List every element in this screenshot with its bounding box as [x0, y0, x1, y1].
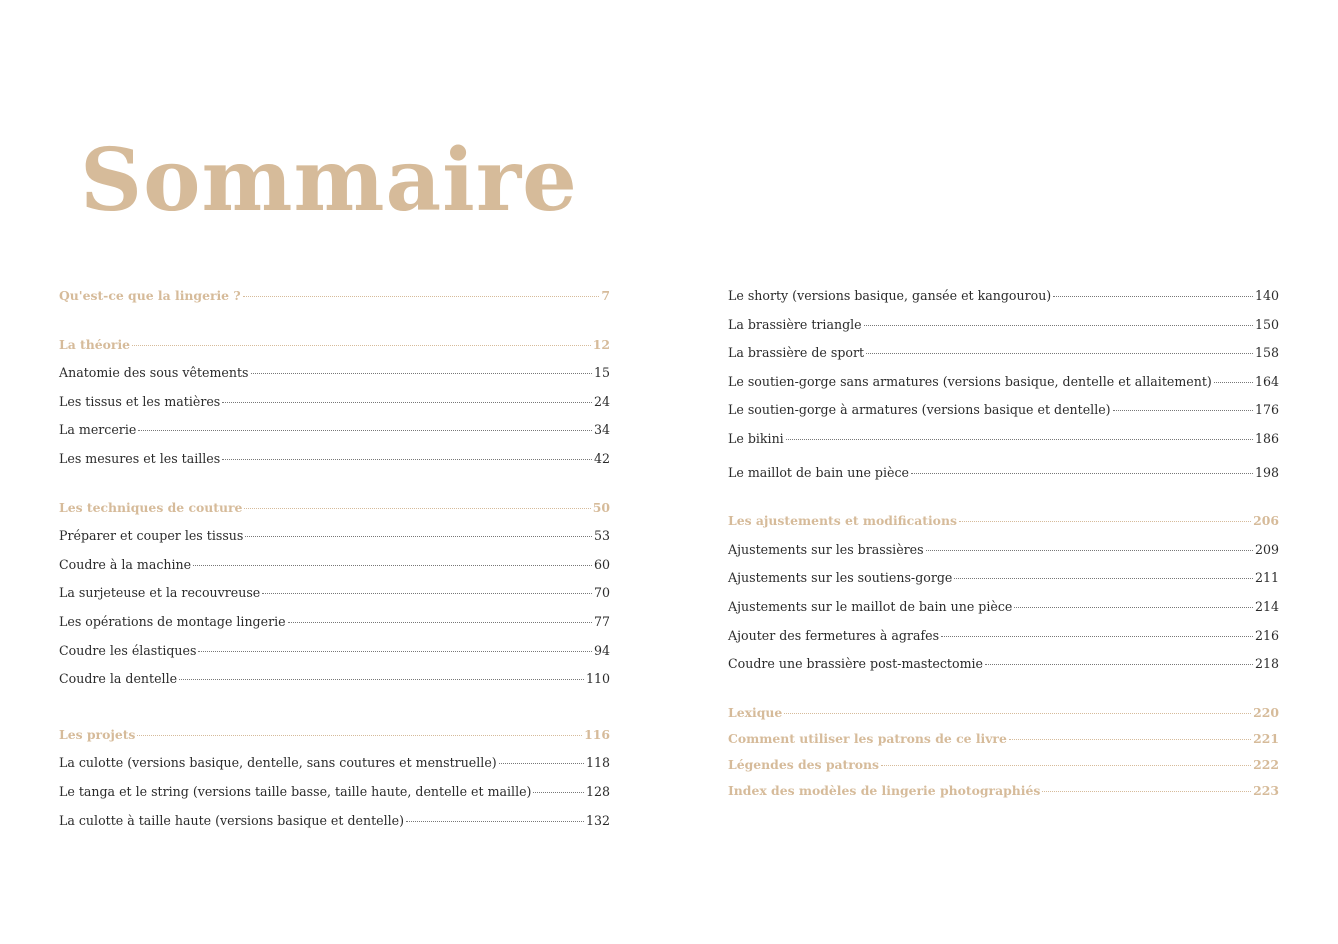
toc-entry[interactable] — [59, 784, 610, 813]
toc-entry-label: Qu'est-ce que la lingerie ? — [59, 288, 241, 303]
toc-entry[interactable] — [728, 542, 1279, 571]
dot-leader — [288, 622, 592, 623]
toc-entry[interactable] — [59, 288, 610, 317]
toc-entry-label: Lexique — [728, 704, 783, 720]
toc-entry-page: 164 — [1254, 373, 1279, 389]
toc-entry-page: 140 — [1254, 288, 1279, 303]
toc-entry-label: Les ajustements et modifications — [728, 513, 957, 529]
toc-entry-page: 116 — [584, 726, 610, 742]
toc-entry-label: Ajustements sur les soutiens-gorge — [728, 570, 953, 586]
toc-entry-label: La brassière triangle — [728, 316, 862, 332]
toc-entry-label: Les tissus et les matières — [59, 393, 221, 409]
toc-entry[interactable] — [59, 394, 610, 423]
toc-right-column — [728, 288, 1279, 809]
toc-entry[interactable] — [728, 731, 1279, 757]
dot-leader — [784, 713, 1251, 714]
toc-entry[interactable] — [728, 345, 1279, 374]
toc-entry-page: 110 — [585, 671, 610, 687]
toc-entry-page: 24 — [593, 393, 610, 409]
toc-entry-page: 42 — [593, 450, 610, 466]
toc-entry-label: La mercerie — [59, 422, 137, 438]
toc-entry-page: 7 — [601, 288, 610, 303]
toc-entry[interactable] — [728, 783, 1279, 809]
toc-entry[interactable] — [728, 317, 1279, 346]
toc-entry-page: 198 — [1254, 464, 1279, 480]
dot-leader — [251, 373, 592, 374]
toc-entry[interactable] — [59, 451, 610, 480]
toc-entry[interactable] — [728, 465, 1279, 494]
toc-entry-page: 118 — [585, 755, 610, 771]
toc-entry-label: Coudre les élastiques — [59, 642, 197, 658]
dot-leader — [499, 763, 584, 764]
dot-leader — [138, 430, 592, 431]
toc-entry[interactable] — [728, 513, 1279, 542]
toc-entry-label: Le soutien-gorge à armatures (versions basique et dentelle) — [728, 402, 1111, 418]
toc-entry-page: 12 — [592, 336, 610, 352]
toc-entry-page: 158 — [1254, 345, 1279, 361]
toc-entry[interactable] — [728, 402, 1279, 431]
toc-entry-page: 150 — [1254, 316, 1279, 332]
dot-leader — [406, 821, 584, 822]
toc-entry-page: 223 — [1253, 782, 1279, 798]
toc-entry-label: La culotte (versions basique, dentelle, sans coutures et menstruelle) — [59, 755, 497, 771]
toc-entry[interactable] — [59, 671, 610, 700]
dot-leader — [533, 792, 583, 793]
toc-entry-label: Les mesures et les tailles — [59, 450, 221, 466]
toc-entry-page: 132 — [585, 812, 610, 828]
toc-entry[interactable] — [728, 628, 1279, 657]
toc-entry-label: Les projets — [59, 726, 136, 742]
dot-leader — [881, 765, 1251, 766]
toc-entry[interactable] — [59, 755, 610, 784]
toc-entry-label: Le shorty (versions basique, gansée et kangourou) — [728, 288, 1052, 303]
toc-entry-label: Ajustements sur le maillot de bain une pièce — [728, 598, 1013, 614]
dot-leader — [1009, 739, 1251, 740]
toc-entry-page: 211 — [1254, 570, 1279, 586]
toc-entry[interactable] — [59, 528, 610, 557]
toc-entry[interactable] — [59, 500, 610, 529]
dot-leader — [1053, 296, 1253, 297]
toc-entry-label: Légendes des patrons — [728, 756, 880, 772]
toc-entry[interactable] — [59, 557, 610, 586]
dot-leader — [243, 296, 600, 297]
dot-leader — [137, 735, 582, 736]
toc-entry-page: 209 — [1254, 541, 1279, 557]
toc-entry[interactable] — [728, 599, 1279, 628]
dot-leader — [244, 508, 590, 509]
toc-entry-label: Le bikini — [728, 430, 784, 446]
toc-entry-label: Le soutien-gorge sans armatures (versions basique, dentelle et allaitement) — [728, 373, 1212, 389]
toc-entry-label: La brassière de sport — [728, 345, 865, 361]
dot-leader — [222, 459, 592, 460]
toc-entry-page: 176 — [1254, 402, 1279, 418]
toc-entry-page: 221 — [1253, 730, 1279, 746]
toc-entry-label: Coudre la dentelle — [59, 671, 178, 687]
toc-entry-page: 222 — [1253, 756, 1279, 772]
dot-leader — [222, 402, 592, 403]
dot-leader — [193, 565, 592, 566]
toc-entry-page: 94 — [593, 642, 610, 658]
toc-entry-page: 216 — [1254, 627, 1279, 643]
toc-entry[interactable] — [59, 422, 610, 451]
toc-left-column — [59, 288, 610, 841]
toc-entry-label: Ajustements sur les brassières — [728, 541, 924, 557]
toc-entry[interactable] — [728, 288, 1279, 317]
toc-entry[interactable] — [59, 585, 610, 614]
toc-entry-page: 60 — [593, 556, 610, 572]
toc-entry[interactable] — [728, 656, 1279, 685]
dot-leader — [985, 664, 1253, 665]
toc-entry-label: Ajouter des fermetures à agrafes — [728, 627, 940, 643]
toc-entry-label: Coudre à la machine — [59, 556, 192, 572]
toc-entry[interactable] — [728, 705, 1279, 731]
toc-entry[interactable] — [728, 757, 1279, 783]
toc-entry-label: Index des modèles de lingerie photographiés — [728, 782, 1041, 798]
toc-entry-page: 214 — [1254, 598, 1279, 614]
toc-entry-label: Coudre une brassière post-mastectomie — [728, 656, 983, 672]
dot-leader — [926, 550, 1253, 551]
toc-entry-page: 218 — [1254, 656, 1279, 672]
toc-entry[interactable] — [59, 614, 610, 643]
toc-entry-label: Anatomie des sous vêtements — [59, 365, 249, 381]
toc-entry-label: Les opérations de montage lingerie — [59, 613, 286, 629]
dot-leader — [959, 521, 1251, 522]
dot-leader — [1214, 382, 1253, 383]
dot-leader — [866, 353, 1253, 354]
toc-entry[interactable] — [59, 643, 610, 672]
toc-entry-page: 15 — [593, 365, 610, 381]
toc-entry-page: 186 — [1254, 430, 1279, 446]
toc-entry[interactable] — [59, 813, 610, 842]
page-title: Sommaire — [80, 130, 578, 231]
toc-entry-page: 220 — [1253, 704, 1279, 720]
toc-entry[interactable] — [59, 365, 610, 394]
toc-entry[interactable] — [59, 337, 610, 366]
toc-entry-page: 53 — [593, 528, 610, 544]
dot-leader — [132, 345, 591, 346]
toc-entry-label: Préparer et couper les tissus — [59, 528, 244, 544]
toc-entry-page: 77 — [593, 613, 610, 629]
toc-entry-label: Comment utiliser les patrons de ce livre — [728, 730, 1007, 746]
toc-entry-page: 206 — [1253, 513, 1279, 529]
dot-leader — [179, 679, 584, 680]
toc-entry-page: 34 — [593, 422, 610, 438]
toc-entry[interactable] — [728, 570, 1279, 599]
dot-leader — [1014, 607, 1253, 608]
dot-leader — [245, 536, 592, 537]
toc-entry-label: Le tanga et le string (versions taille basse, taille haute, dentelle et maille) — [59, 783, 532, 799]
toc-entry-label: La théorie — [59, 336, 131, 352]
toc-entry-label: Le maillot de bain une pièce — [728, 464, 909, 480]
dot-leader — [864, 325, 1253, 326]
dot-leader — [1113, 410, 1253, 411]
dot-leader — [198, 651, 592, 652]
dot-leader — [786, 439, 1253, 440]
dot-leader — [262, 593, 592, 594]
toc-entry[interactable] — [728, 431, 1279, 460]
dot-leader — [911, 473, 1253, 474]
toc-entry[interactable] — [728, 374, 1279, 403]
toc-entry-page: 70 — [593, 585, 610, 601]
dot-leader — [941, 636, 1253, 637]
dot-leader — [1042, 791, 1251, 792]
toc-entry-label: La surjeteuse et la recouvreuse — [59, 585, 261, 601]
toc-entry-label: Les techniques de couture — [59, 499, 243, 515]
toc-entry[interactable] — [59, 727, 610, 756]
toc-entry-page: 50 — [592, 499, 610, 515]
dot-leader — [954, 578, 1253, 579]
toc-entry-label: La culotte à taille haute (versions basique et dentelle) — [59, 812, 405, 828]
toc-entry-page: 128 — [585, 783, 610, 799]
